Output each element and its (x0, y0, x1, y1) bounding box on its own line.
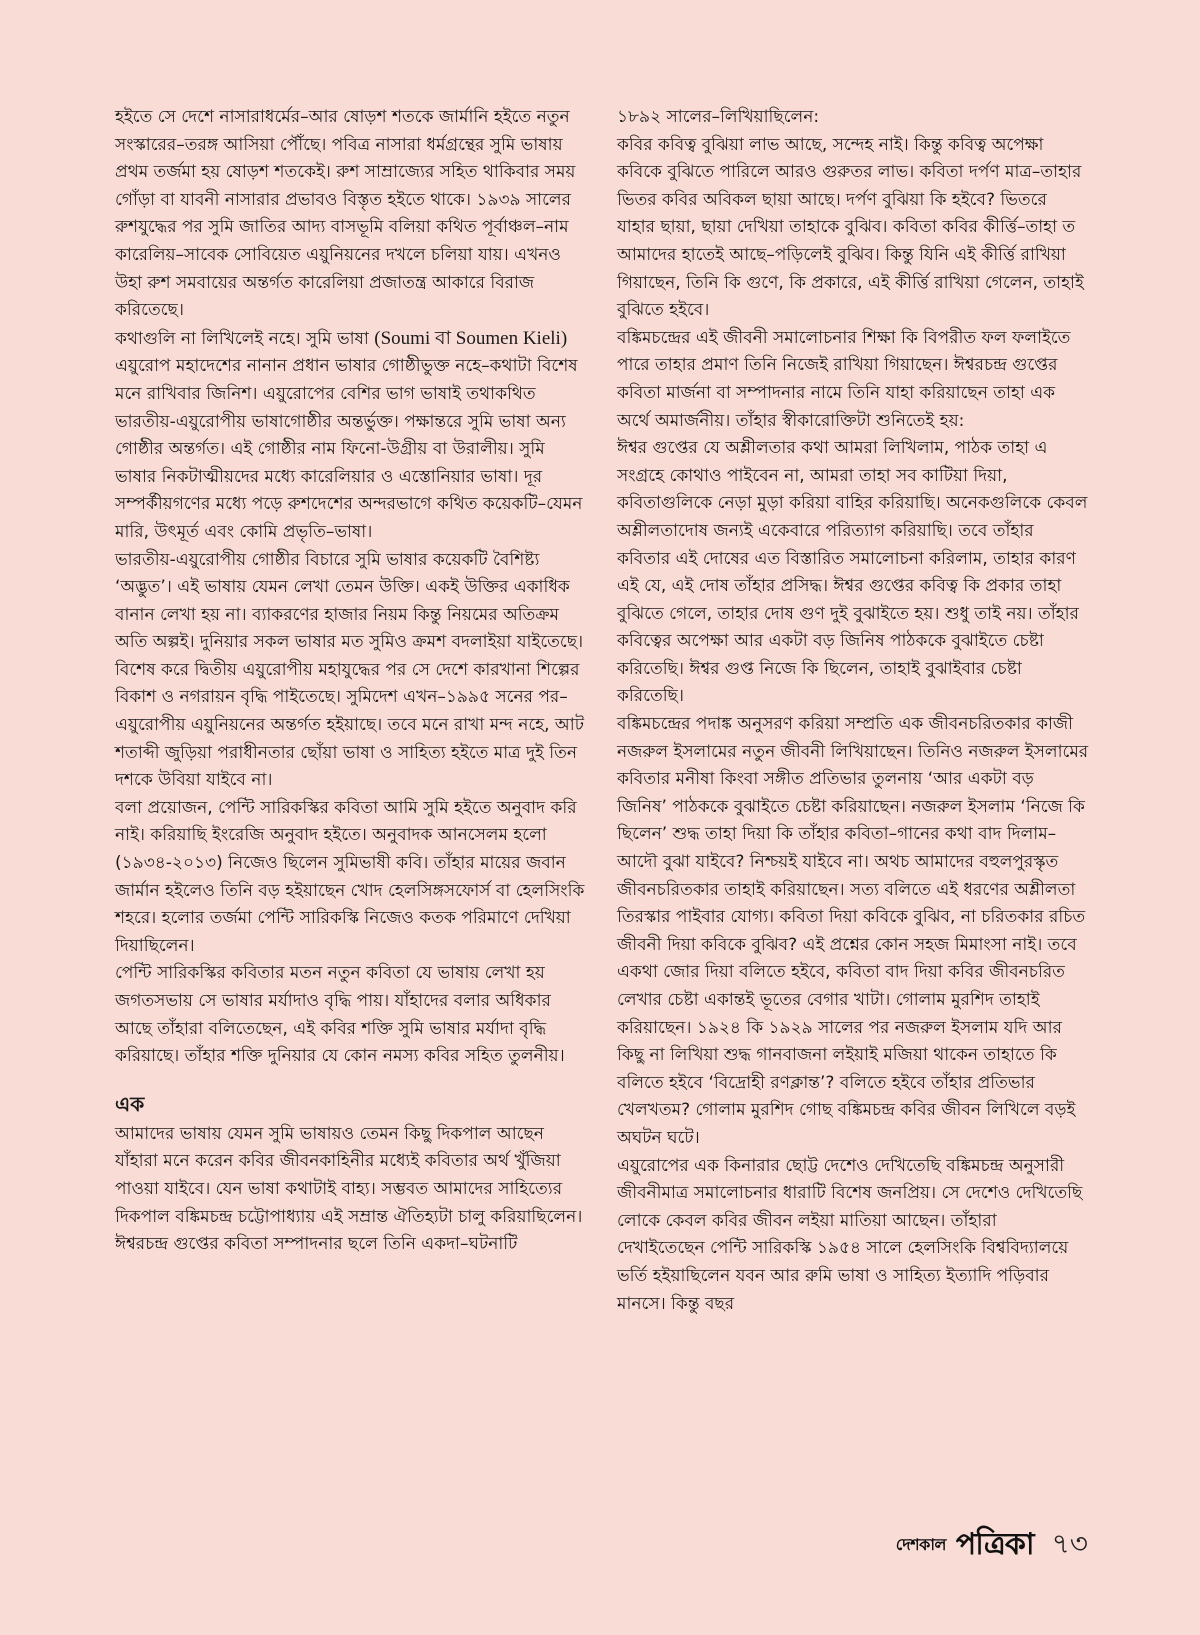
paragraph: আমাদের ভাষায় যেমন সুমি ভাষায়ও তেমন কিছু দিকপাল আছেন যাঁহারা মনে করেন কবির জীবনকাহিনীর মধ্যেই কবিতার অর্থ খুঁজিয়া পাওয়া যাইবে। যেন ভাষা কথাটাই বাহ্য। সম্ভবত আমাদের সাহিত্যের দিকপাল বঙ্কিমচন্দ্র চট্টোপাধ্যায় এই সম্রান্ত ঐতিহ্যটা চালু করিয়াছিলেন। ঈশ্বরচন্দ্র গুপ্তের কবিতা সম্পাদনার ছলে তিনি একদা–ঘটনাটি (115, 1123, 583, 1255)
page-footer (896, 1520, 1088, 1571)
quote-paragraph: কবির কবিত্ব বুঝিয়া লাভ আছে, সন্দেহ নাই। কিন্তু কবিত্ব অপেক্ষা কবিকে বুঝিতে পারিলে আরও গুরুতর লাভ। কবিতা দর্পণ মাত্র–তাহার ভিতর কবির অবিকল ছায়া আছে। দর্পণ বুঝিয়া কি হইবে? ভিতরে যাহার ছায়া, ছায়া দেখিয়া তাহাকে বুঝিব। কবিতা কবির কীর্ত্তি–তাহা ত আমাদের হাতেই আছে–পড়িলেই বুঝিব। কিন্তু যিনি এই কীর্ত্তি রাখিয়া গিয়াছেন, তিনি কি গুণে, কি প্রকারে, এই কীর্ত্তি রাখিয়া গেলেন, তাহাই বুঝিতে হইবে। (617, 134, 1084, 321)
page-number: ৭৩ (1051, 1527, 1088, 1560)
left-column (115, 104, 585, 1259)
magazine-logo: পত্রিকা (955, 1527, 1034, 1562)
paragraph: বঙ্কিমচন্দ্রের এই জীবনী সমালোচনার শিক্ষা কি বিপরীত ফল ফলাইতে পারে তাহার প্রমাণ তিনি নিজেই রাখিয়া গিয়াছেন। ঈশ্বরচন্দ্র গুপ্তের কবিতা মার্জনা বা সম্পাদনার নামে তিনি যাহা করিয়াছেন তাহা এক অর্থে অমার্জনীয়। তাঁহার স্বীকারোক্তিটা শুনিতেই হয়: (617, 327, 1071, 431)
paragraph: পেন্টি সারিকস্কির কবিতার মতন নতুন কবিতা যে ভাষায় লেখা হয় জগতসভায় সে ভাষার মর্যাদাও বৃদ্ধি পায়। যাঁহাদের বলার অধিকার আছে তাঁহারা বলিতেছেন, এই কবির শক্তি সুমি ভাষার মর্যাদা বৃদ্ধি করিয়াছে। তাঁহার শক্তি দুনিয়ার যে কোন নমস্য কবির সহিত তুলনীয়। (115, 963, 565, 1067)
paragraph-text: কথাগুলি না লিখিলেই নহে। সুমি ভাষা (115, 328, 375, 349)
latin-term: (Soumi বা Soumen Kieli) (374, 327, 568, 349)
paragraph: হইতে সে দেশে নাসারাধর্মের–আর ষোড়শ শতকে জার্মানি হইতে নতুন সংস্কারের–তরঙ্গ আসিয়া পৌঁছে। পবিত্র নাসারা ধর্মগ্রন্থের সুমি ভাষায় প্রথম তর্জমা হয় ষোড়শ শতকেই। রুশ সাম্রাজ্যের সহিত থাকিবার সময় গোঁড়া বা যাবনী নাসারার প্রভাবও বিস্তৃত হইতে থাকে। ১৯৩৯ সালের রুশযুদ্ধের পর সুমি জাতির আদ্য বাসভূমি বলিয়া কথিত পূর্বাঞ্চল–নাম কারেলিয়–সাবেক সোবিয়েত এয়ুনিয়নের দখলে চলিয়া যায়। এখনও উহা রুশ সমবায়ের অন্তর্গত কারেলিয়া প্রজাতন্ত্র আকারে বিরাজ করিতেছে। (115, 107, 576, 321)
right-column (617, 104, 1089, 1318)
paragraph: এয়ুরোপের এক কিনারার ছোট্ট দেশেও দেখিতেছি বঙ্কিমচন্দ্র অনুসারী জীবনীমাত্র সমালোচনার ধারাটি বিশেষ জনপ্রিয়। সে দেশেও দেখিতেছি লোকে কেবল কবির জীবন লইয়া মাতিয়া আছেন। তাঁহারা দেখাইতেছেন পেন্টি সারিকস্কি ১৯৫৪ সালে হেলসিংকি বিশ্ববিদ্যালয়ে ভর্তি হইয়াছিলেন যবন আর রুমি ভাষা ও সাহিত্য ইত্যাদি পড়িবার মানসে। কিন্তু বছর (617, 1155, 1083, 1314)
paragraph (115, 325, 585, 547)
magazine-prefix: দেশকাল (895, 1535, 946, 1554)
quote-paragraph: ঈশ্বর গুপ্তের যে অশ্লীলতার কথা আমরা লিখিলাম, পাঠক তাহা এ সংগ্রহে কোথাও পাইবেন না, আমরা তাহা সব কাটিয়া দিয়া, কবিতাগুলিকে নেড়া মুড়া করিয়া বাহির করিয়াছি। অনেকগুলিকে কেবল অশ্লীলতাদোষ জন্যই একেবারে পরিত্যাগ করিয়াছি। তবে তাঁহার কবিতার এই দোষের এত বিস্তারিত সমালোচনা করিলাম, তাহার কারণ এই যে, এই দোষ তাঁহার প্রসিদ্ধ। ঈশ্বর গুপ্তের কবিত্ব কি প্রকার তাহা বুঝিতে গেলে, তাহার দোষ গুণ দুই বুঝাইতে হয়। শুধু তাই নয়। তাঁহার কবিত্বের অপেক্ষা আর একটা বড় জিনিষ পাঠককে বুঝাইতে চেষ্টা করিতেছি। ঈশ্বর গুপ্ত নিজে কি ছিলেন, তাহাই বুঝাইবার চেষ্টা করিতেছি। (617, 438, 1088, 707)
paragraph: ভারতীয়-এয়ুরোপীয় গোষ্ঠীর বিচারে সুমি ভাষার কয়েকটি বৈশিষ্ট্য ‘অদ্ভুত’। এই ভাষায় যেমন লেখা তেমন উক্তি। একই উক্তির একাধিক বানান লেখা হয় না। ব্যাকরণের হাজার নিয়ম কিন্তু নিয়মের অতিক্রম অতি অল্পই। দুনিয়ার সকল ভাষার মত সুমিও ক্রমশ বদলাইয়া যাইতেছে। বিশেষ করে দ্বিতীয় এয়ুরোপীয় মহাযুদ্ধের পর সে দেশে কারখানা শিল্পের বিকাশ ও নগরায়ন বৃদ্ধি পাইতেছে। সুমিদেশ এখন–১৯৯৫ সনের পর–এয়ুরোপীয় এয়ুনিয়নের অন্তর্গত হইয়াছে। তবে মনে রাখা মন্দ নহে, আট শতাব্দী জুড়িয়া পরাধীনতার ছোঁয়া ভাষা ও সাহিত্য হইতে মাত্র দুই তিন দশকে উবিয়া যাইবে না। (115, 549, 585, 791)
section-heading: এক (115, 1091, 145, 1116)
paragraph: বলা প্রয়োজন, পেন্টি সারিকস্কির কবিতা আমি সুমি হইতে অনুবাদ করি নাই। করিয়াছি ইংরেজি অনুবাদ হইতে। অনুবাদক আনসেলম হলো (১৯৩৪-২০১৩) নিজেও ছিলেন সুমিভাষী কবি। তাঁহার মায়ের জবান জার্মান হইলেও তিনি বড় হইয়াছেন খোদ হেলসিঙ্গসফোর্স বা হেলসিংকি শহরে। হলোর তর্জমা পেন্টি সারিকস্কি নিজেও কতক পরিমাণে দেখিয়া দিয়াছিলেন। (115, 797, 585, 956)
paragraph: ১৮৯২ সালের–লিখিয়াছিলেন: (617, 107, 820, 127)
paragraph: বঙ্কিমচন্দ্রের পদাঙ্ক অনুসরণ করিয়া সম্প্রতি এক জীবনচরিতকার কাজী নজরুল ইসলামের নতুন জীবনী লিখিয়াছেন। তিনিও নজরুল ইসলামের কবিতার মনীষা কিংবা সঙ্গীত প্রতিভার তুলনায় ‘আর একটা বড় জিনিষ’ পাঠককে বুঝাইতে চেষ্টা করিয়াছেন। নজরুল ইসলাম ‘নিজে কি ছিলেন’ শুদ্ধ তাহা দিয়া কি তাঁহার কবিতা–গানের কথা বাদ দিলাম–আদৌ বুঝা যাইবে? নিশ্চয়ই যাইবে না। অথচ আমাদের বহুলপুরস্কৃত জীবনচরিতকার তাহাই করিয়াছেন। সত্য বলিতে এই ধরণের অশ্লীলতা তিরস্কার পাইবার যোগ্য। কবিতা দিয়া কবিকে বুঝিব, না চরিতকার রচিত জীবনী দিয়া কবিকে বুঝিব? এই প্রশ্নের কোন সহজ মিমাংসা নাই। তবে একথা জোর দিয়া বলিতে হইবে, কবিতা বাদ দিয়া কবির জীবনচরিত লেখার চেষ্টা একান্তই ভূতের বেগার খাটা। গোলাম মুরশিদ তাহাই করিয়াছেন। ১৯২৪ কি ১৯২৯ সালের পর নজরুল ইসলাম যদি আর কিছু না লিখিয়া শুদ্ধ গানবাজনা লইয়াই মজিয়া থাকেন তাহাতে কি বলিতে হইবে ‘বিদ্রোহী রণক্লান্ত’? বলিতে হইবে তাঁহার প্রতিভার খেলখতম? গোলাম মুরশিদ গোছ বঙ্কিমচন্দ্র কবির জীবন লিখিলে বড়ই অঘটন ঘটে। (617, 714, 1089, 1148)
paragraph-text: এয়ুরোপ মহাদেশের নানান প্রধান ভাষার গোষ্ঠীভুক্ত নহে–কথাটা বিশেষ মনে রাখিবার জিনিশ। এয়ুরোপের বেশির ভাগ ভাষাই তথাকথিত ভারতীয়-এয়ুরোপীয় ভাষাগোষ্ঠীর অন্তর্ভুক্ত। পক্ষান্তরে সুমি ভাষা অন্য গোষ্ঠীর অন্তর্গত। এই গোষ্ঠীর নাম ফিনো-উগ্রীয় বা উরালীয়। সুমি ভাষার নিকটাত্মীয়দের মধ্যে কারেলিয়ার ও এস্তোনিয়ার ভাষা। দূর সম্পর্কীয়গণের মধ্যে পড়ে রুশদেশের অন্দরভাগে কথিত কয়েকটি–যেমন মারি, উৎমূর্ত এবং কোমি প্রভৃতি–ভাষা। (115, 356, 583, 542)
